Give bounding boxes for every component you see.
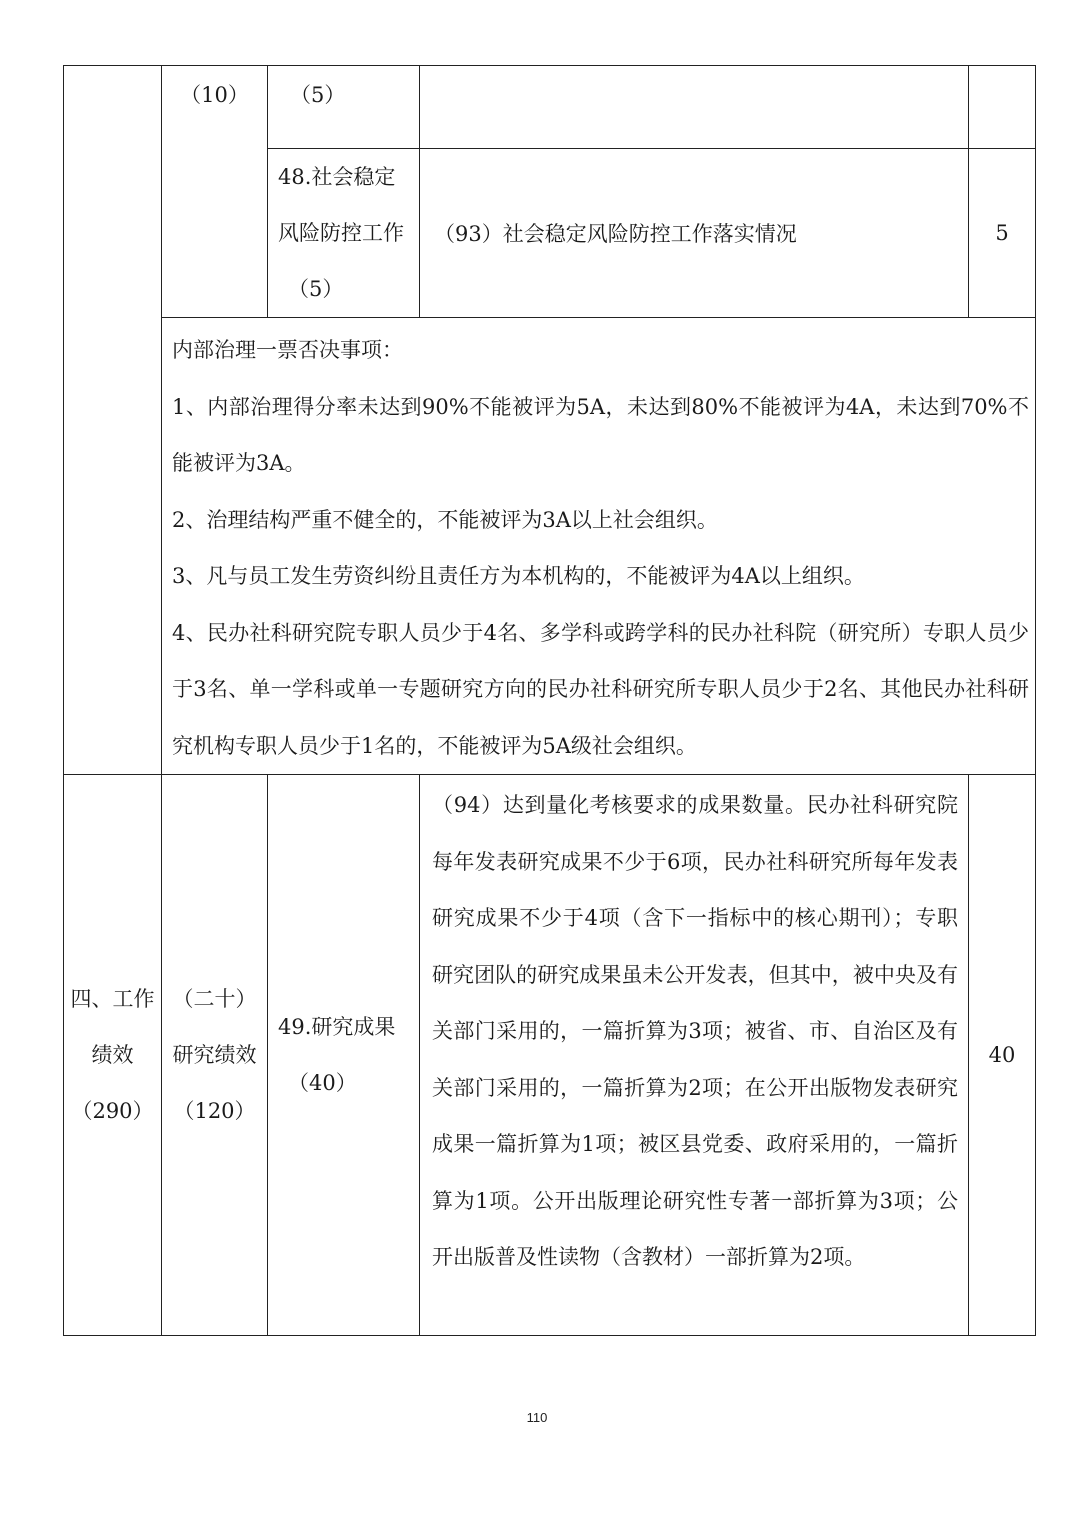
veto-rule-2: 2、治理结构严重不健全的，不能被评为3A以上社会组织。 — [172, 507, 718, 532]
indicator-name: 49.研究成果 — [278, 1015, 396, 1039]
score-cell — [969, 149, 1036, 318]
category-cell-continued — [64, 66, 162, 775]
subcategory-score: （120） — [173, 1099, 256, 1123]
indicator-name-line1: 48.社会稳定 — [278, 165, 396, 189]
page-number: 110 — [526, 1410, 548, 1425]
table-row — [64, 66, 1036, 149]
subcategory-name: 研究绩效 — [172, 1043, 257, 1067]
indicator-score: （5） — [288, 277, 344, 301]
indicator-score: （40） — [288, 1071, 357, 1095]
item-cell — [420, 775, 969, 1336]
indicator-cell — [268, 66, 420, 149]
subcategory-number: （二十） — [172, 987, 257, 1011]
veto-rule-1: 1、内部治理得分率未达到90%不能被评为5A，未达到80%不能被评为4A，未达到70%不能被评为3A。 — [172, 394, 1029, 475]
category-cell — [64, 775, 162, 1336]
category-score: （290） — [71, 1099, 154, 1123]
subcategory-score: （10） — [180, 83, 249, 107]
item-score: 40 — [988, 1043, 1016, 1067]
score-cell — [969, 66, 1036, 149]
table-row — [64, 775, 1036, 1336]
evaluation-item-text: （93）社会稳定风险防控工作落实情况 — [434, 222, 797, 246]
subcategory-cell — [162, 66, 268, 318]
evaluation-item-text: （94）达到量化考核要求的成果数量。民办社科研究院每年发表研究成果不少于6项，民办社科研究所每年发表研究成果不少于4项（含下一指标中的核心期刊）；专职研究团队的研究成果虽未公开发表，但其中，被中央及有关部门采用的，一篇折算为3项；被省、市、自治区及有关部门采用的，一篇折算为2项；在公开出版物发表研究成果一篇折算为1项；被区县党委、政府采用的，一篇折算为1项。公开出版理论研究性专著一部折算为3项；公开出版普及性读物（含教材）一部折算为2项。 — [432, 793, 958, 1269]
veto-rule-4: 4、民办社科研究院专职人员少于4名、多学科或跨学科的民办社科院（研究所）专职人员少于3名、单一学科或单一专题研究方向的民办社科研究所专职人员少于2名、其他民办社科研究机构专职人员少于1名的，不能被评为5A级社会组织。 — [172, 620, 1029, 758]
item-score: 5 — [995, 221, 1009, 245]
subcategory-cell — [162, 775, 268, 1336]
indicator-cell — [268, 775, 420, 1336]
score-cell — [969, 775, 1036, 1336]
item-cell — [420, 66, 969, 149]
evaluation-table — [63, 65, 1036, 1336]
veto-title: 内部治理一票否决事项： — [172, 338, 403, 362]
veto-rule-3: 3、凡与员工发生劳资纠纷且责任方为本机构的，不能被评为4A以上组织。 — [172, 564, 865, 588]
indicator-name-line2: 风险防控工作 — [278, 221, 404, 245]
indicator-cell — [268, 149, 420, 318]
table-row — [64, 318, 1036, 775]
category-name-line2: 绩效 — [91, 1043, 134, 1067]
item-cell — [420, 149, 969, 318]
veto-cell — [162, 318, 1036, 775]
category-name-line1: 四、工作 — [70, 987, 155, 1011]
indicator-score: （5） — [290, 83, 346, 107]
